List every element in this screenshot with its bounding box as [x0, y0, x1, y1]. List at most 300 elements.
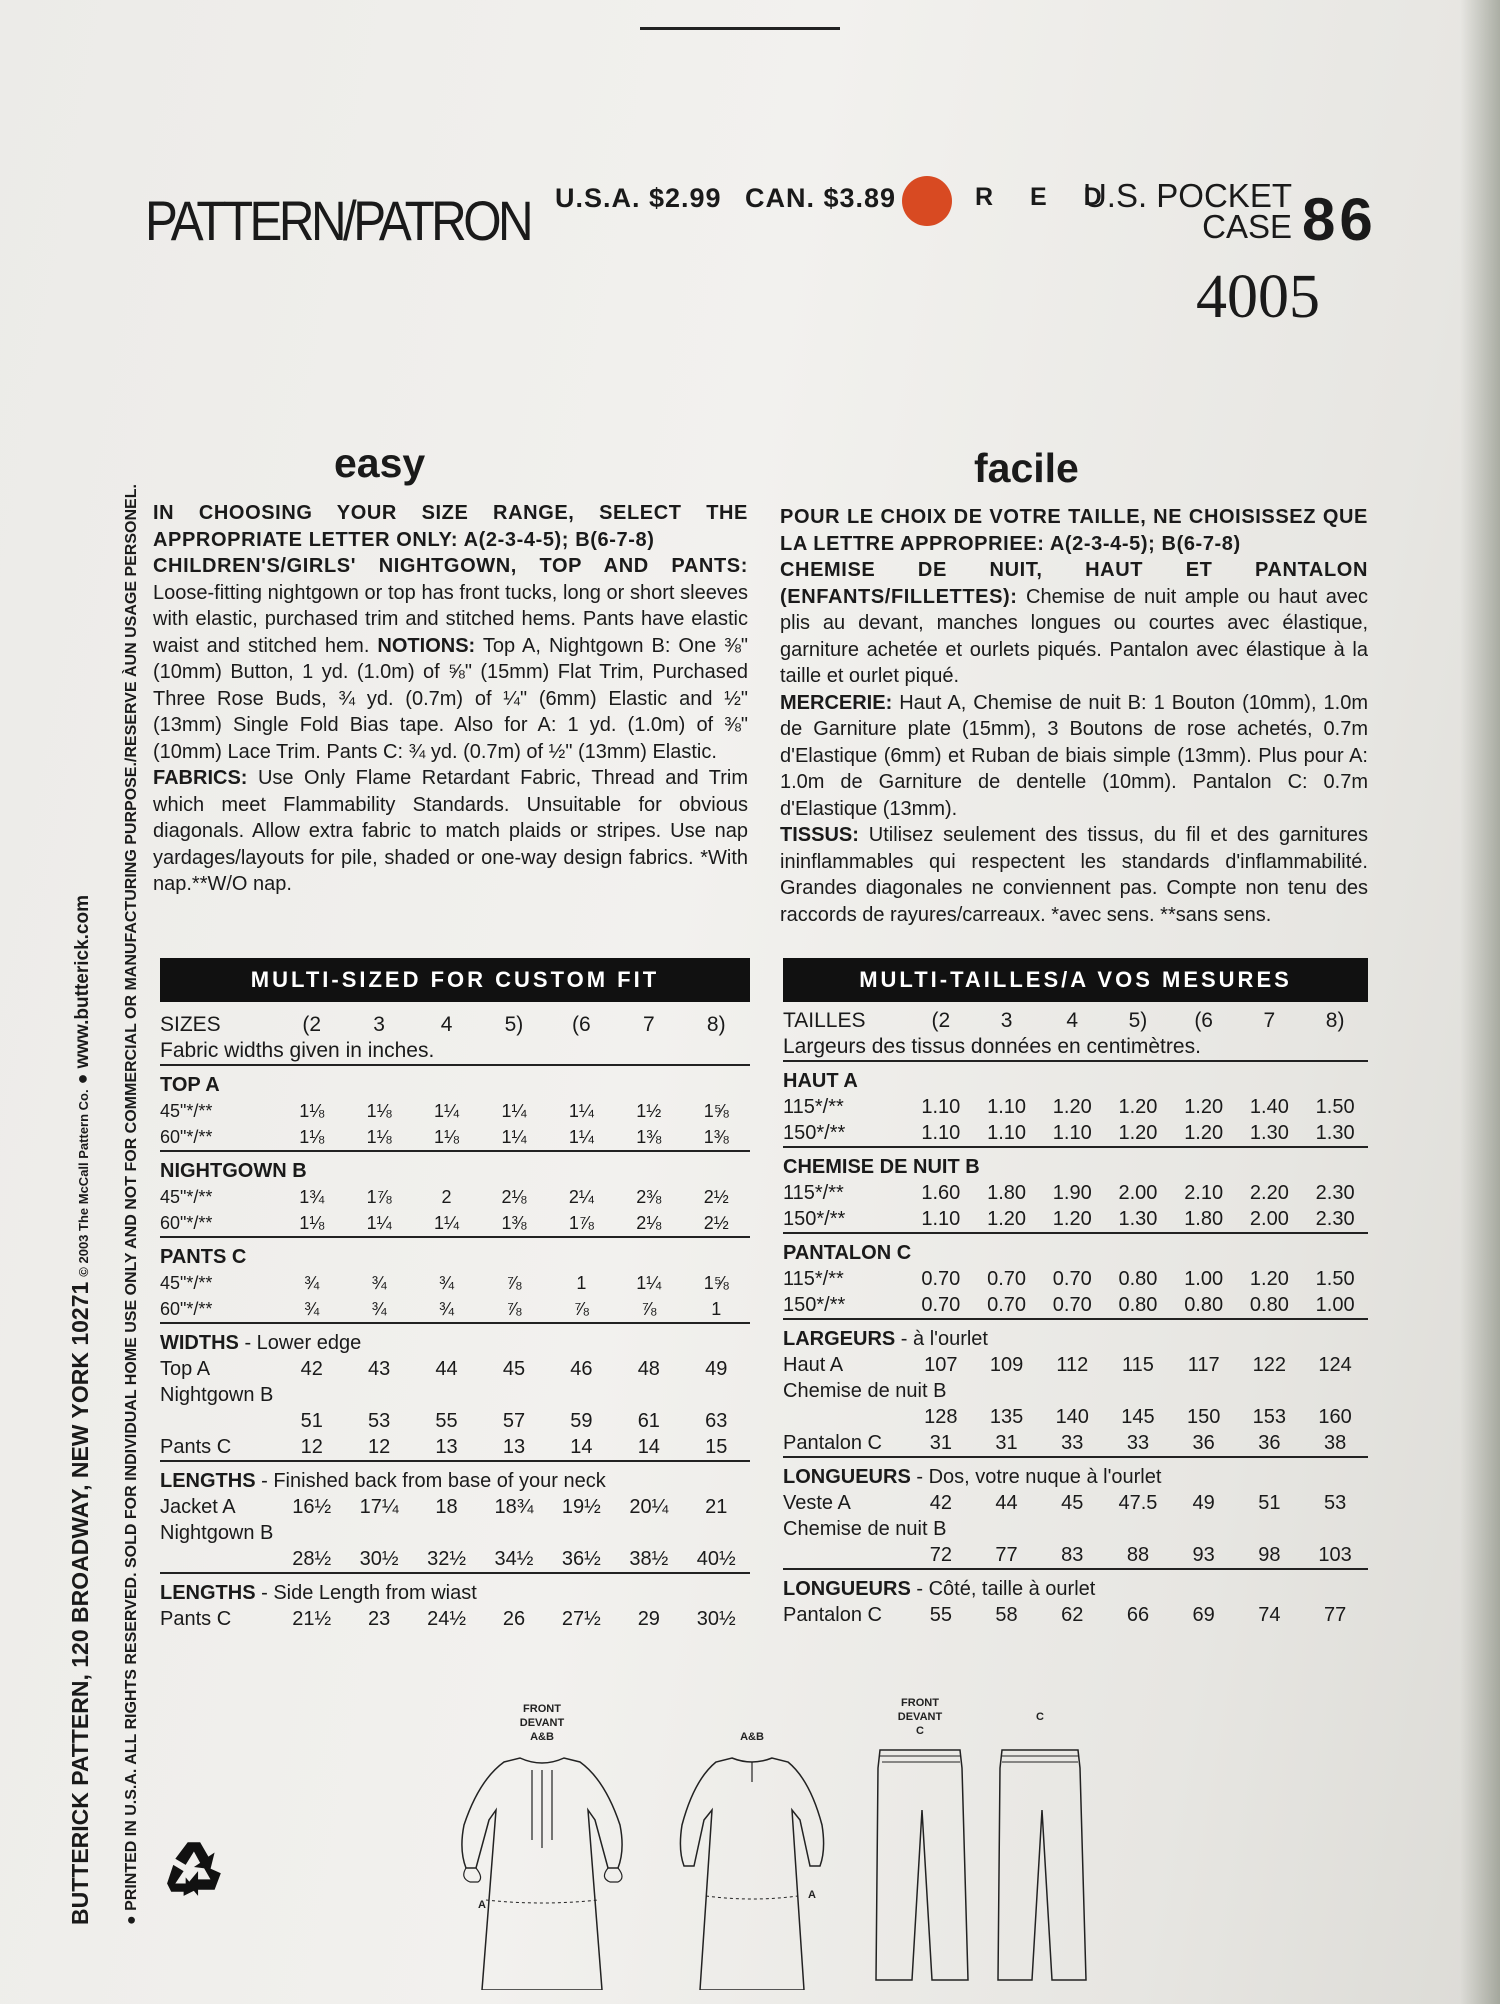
pants-front-illustration	[876, 1697, 968, 1980]
table-row	[783, 1516, 1368, 1542]
table-cell: 1.10	[1052, 1121, 1092, 1144]
table-cell: 72	[929, 1543, 952, 1566]
row-label: Pants C	[160, 1607, 232, 1630]
table-cell: 58	[995, 1603, 1018, 1626]
size-select-en: IN CHOOSING YOUR SIZE RANGE, SELECT THE APPROPRIATE LETTER ONLY: A(2-3-4-5); B(6-7-8)	[153, 502, 748, 551]
table-row	[160, 1606, 750, 1632]
table-cell: 36	[1192, 1431, 1215, 1454]
row-label: SIZES	[160, 1013, 221, 1036]
size-select-fr: POUR LE CHOIX DE VOTRE TAILLE, NE CHOISISSEZ QUE LA LETTRE APPROPRIEE: A(2-3-4-5); B(6-7-8)	[780, 506, 1368, 555]
table-cell: 1¼	[501, 1100, 527, 1121]
table-cell: 1⅞	[366, 1186, 392, 1207]
table-cell: 1.80	[1184, 1207, 1224, 1230]
table-cell: 98	[1258, 1543, 1281, 1566]
table-cell: 1⅛	[299, 1126, 325, 1147]
table-cell: 1.10	[921, 1207, 961, 1230]
heading-easy: easy	[334, 440, 426, 486]
section-subtitle: - Dos, votre nuque à l'ourlet	[910, 1465, 1162, 1488]
section-title: PANTS C	[160, 1245, 247, 1268]
row-label: Chemise de nuit B	[783, 1517, 947, 1540]
table-cell: 40½	[696, 1547, 736, 1570]
english-description	[153, 500, 748, 898]
table-cell: 0.80	[1118, 1293, 1158, 1316]
table-row	[783, 1266, 1368, 1292]
copyright: © 2003 The McCall Pattern Co.	[76, 1089, 91, 1277]
section-title: LONGUEURS	[783, 1465, 911, 1488]
row-label: 150*/**	[783, 1121, 846, 1144]
table-cell: 1.20	[1118, 1095, 1158, 1118]
table-cell: 1¼	[366, 1212, 392, 1233]
table-cell: 19½	[561, 1495, 601, 1518]
row-label: 45"*/**	[160, 1272, 213, 1293]
table-cell: 122	[1252, 1353, 1287, 1376]
section-heading	[160, 1573, 750, 1606]
section-subtitle: - Side Length from wiast	[255, 1581, 477, 1604]
publisher-address: BUTTERICK PATTERN, 120 BROADWAY, NEW YORK 10271	[67, 1281, 93, 1925]
table-cell: ¾	[371, 1272, 387, 1293]
section-heading	[783, 1569, 1368, 1602]
row-label	[783, 1404, 908, 1430]
table-cell: 14	[637, 1435, 660, 1458]
nightgown-back-illustration	[680, 1731, 823, 1990]
table-cell: 0.80	[1118, 1267, 1158, 1290]
table-cell: 45	[1061, 1491, 1084, 1514]
table-cell: 17¼	[359, 1495, 399, 1518]
front-label: FRONT	[523, 1703, 561, 1715]
table-cell: 83	[1061, 1543, 1084, 1566]
section-subtitle: - Finished back from base of your neck	[255, 1469, 606, 1492]
table-cell: 43	[368, 1357, 391, 1380]
section-title: WIDTHS	[160, 1331, 239, 1354]
desc-en: Loose-fitting nightgown or top has front tucks, long or short sleeves with elastic, purchased trim and stitched hems. Pants have elastic waist and stitched hem.	[153, 581, 748, 657]
row-label	[160, 1546, 278, 1573]
table-cell: 1⅝	[703, 1100, 729, 1121]
table-cell: ¾	[304, 1272, 320, 1293]
table-cell: 15	[705, 1435, 728, 1458]
table-cell: 0.80	[1249, 1293, 1289, 1316]
table-cell: 32½	[427, 1547, 467, 1570]
mercerie-title: MERCERIE:	[780, 691, 893, 714]
row-label: 45"*/**	[160, 1186, 213, 1207]
table-cell: 26	[502, 1607, 526, 1630]
table-cell: 13	[435, 1435, 458, 1458]
row-label: 115*/**	[783, 1181, 844, 1204]
table-row	[783, 1094, 1368, 1120]
note-row: Largeurs des tissus données en centimètres.	[783, 1034, 1368, 1061]
table-cell: 1¾	[299, 1186, 325, 1207]
table-cell: ¾	[439, 1272, 455, 1293]
row-label: Veste A	[783, 1491, 851, 1514]
table-cell: 1.20	[1118, 1121, 1158, 1144]
section-subtitle: - à l'ourlet	[895, 1327, 988, 1350]
row-label: 115*/**	[783, 1095, 844, 1118]
table-cell: 145	[1121, 1405, 1155, 1428]
table-cell: (2	[931, 1009, 951, 1032]
table-cell: 0.70	[1052, 1293, 1092, 1316]
table-cell: 33	[1126, 1431, 1150, 1454]
table-cell: 1¼	[434, 1212, 460, 1233]
heading-facile: facile	[974, 445, 1079, 491]
table-cell: 23	[368, 1607, 391, 1630]
table-cell: 49	[705, 1357, 728, 1380]
table-cell: 2¼	[568, 1186, 594, 1207]
table-cell: 1.20	[987, 1207, 1027, 1230]
table-cell: 21½	[292, 1607, 332, 1630]
section-title: CHEMISE DE NUIT B	[783, 1155, 980, 1178]
french-yardage-table	[783, 1008, 1368, 1628]
rights-notice: PRINTED IN U.S.A. ALL RIGHTS RESERVED. SOLD FOR INDIVIDUAL HOME USE ONLY AND NOT FOR COMMERCIAL OR MANUFACTURING PURPOSE./RESERVE ÀUN USAGE PERSONEL.	[123, 484, 140, 1911]
table-row	[160, 1098, 750, 1124]
table-row	[160, 1520, 750, 1546]
table-cell: 45	[502, 1357, 526, 1380]
table-cell: 0.70	[987, 1267, 1027, 1290]
table-cell: 4	[1066, 1009, 1079, 1032]
table-cell: 42	[300, 1357, 323, 1380]
table-cell: 2	[441, 1186, 452, 1207]
table-cell: 1⅜	[703, 1126, 729, 1147]
nightgown-front-illustration	[462, 1703, 622, 1990]
table-cell: 46	[570, 1357, 593, 1380]
row-label: 150*/**	[783, 1207, 846, 1230]
table-row	[160, 1210, 750, 1237]
table-cell: 1¼	[568, 1100, 594, 1121]
section-subtitle: - Lower edge	[238, 1331, 362, 1354]
table-cell: 2⅜	[636, 1186, 662, 1207]
table-cell: (2	[302, 1013, 322, 1036]
section-heading	[160, 1065, 750, 1098]
row-label: 60"*/**	[160, 1298, 213, 1319]
table-cell: ⅞	[506, 1272, 522, 1293]
table-cell: 2½	[703, 1212, 729, 1233]
table-cell: 1	[711, 1298, 722, 1319]
table-cell: 1¼	[434, 1100, 460, 1121]
table-cell: 7	[1263, 1009, 1276, 1032]
table-cell: 38½	[629, 1547, 669, 1570]
table-cell: 153	[1252, 1405, 1287, 1428]
table-cell: 2.30	[1315, 1181, 1355, 1204]
section-title: PANTALON C	[783, 1241, 912, 1264]
table-cell: 8)	[1325, 1009, 1345, 1032]
table-cell: 135	[989, 1405, 1024, 1428]
table-cell: 24½	[427, 1607, 467, 1630]
table-cell: 28½	[292, 1547, 332, 1570]
price-usa: U.S.A. $2.99	[555, 183, 722, 213]
section-heading	[160, 1237, 750, 1270]
table-cell: 160	[1318, 1405, 1352, 1428]
table-cell: 1.10	[987, 1121, 1027, 1144]
table-cell: 31	[995, 1431, 1018, 1454]
table-cell: 1.80	[987, 1181, 1027, 1204]
note-row: Fabric widths given in inches.	[160, 1038, 750, 1065]
notions-title: NOTIONS:	[377, 634, 476, 657]
row-label: Chemise de nuit B	[783, 1379, 947, 1402]
desc-title-fr: CHEMISE DE NUIT, HAUT ET PANTALON (ENFANTS/FILLETTES):	[780, 559, 1368, 608]
table-cell: 77	[1323, 1603, 1347, 1626]
table-cell: 77	[995, 1543, 1018, 1566]
table-cell: 2½	[703, 1186, 729, 1207]
table-cell: 1	[576, 1272, 587, 1293]
tissus-title: TISSUS:	[780, 824, 859, 846]
section-subtitle: - Côté, taille à ourlet	[910, 1577, 1096, 1600]
table-cell: 18¾	[494, 1495, 534, 1518]
table-cell: 150	[1186, 1405, 1221, 1428]
section-title: LARGEURS	[783, 1327, 896, 1350]
section-title: NIGHTGOWN B	[160, 1159, 307, 1182]
table-cell: 117	[1187, 1353, 1220, 1376]
row-label: Pants C	[160, 1435, 232, 1458]
section-heading	[783, 1457, 1368, 1490]
table-cell: 8)	[706, 1013, 726, 1036]
table-row	[783, 1378, 1368, 1404]
table-cell: 34½	[494, 1547, 534, 1570]
table-cell: 1⅜	[636, 1126, 662, 1147]
table-cell: 1⅛	[299, 1212, 325, 1233]
table-cell: 57	[502, 1409, 526, 1432]
table-cell: 1⅛	[366, 1126, 392, 1147]
table-cell: ⅞	[641, 1298, 657, 1319]
tissus-text: Utilisez seulement des tissus, du fil et des garnitures ininflammables qui respectent les standards d'inflammabilité. Grandes diagonales ne conviennent pas. Compte non tenu des raccords de rayures/carreaux. *avec sens. **sans sens.	[780, 824, 1368, 926]
pocket-case-label	[1077, 177, 1292, 245]
table-cell: 55	[929, 1603, 952, 1626]
row-label: Nightgown B	[160, 1383, 274, 1406]
table-cell: 51	[300, 1409, 323, 1432]
table-cell: 51	[1258, 1491, 1281, 1514]
table-cell: 62	[1061, 1603, 1084, 1626]
front-label-c: FRONT	[901, 1697, 939, 1709]
table-cell: 128	[924, 1405, 958, 1428]
table-cell: 1⅛	[434, 1126, 460, 1147]
table-cell: 1⅛	[299, 1100, 325, 1121]
section-heading	[783, 1233, 1368, 1266]
table-cell: 12	[368, 1435, 391, 1458]
table-cell: 53	[1323, 1491, 1347, 1514]
row-label: 115*/**	[783, 1267, 844, 1290]
table-cell: 2.00	[1118, 1181, 1158, 1204]
row-label: Pantalon C	[783, 1603, 882, 1626]
table-cell: 1⅝	[703, 1272, 729, 1293]
table-cell: 30½	[696, 1607, 736, 1630]
section-heading	[783, 1147, 1368, 1180]
table-cell: 44	[435, 1357, 458, 1380]
c-label-front: C	[916, 1725, 924, 1737]
row-label: Top A	[160, 1357, 211, 1380]
case-number: 86	[1302, 186, 1377, 253]
table-cell: 69	[1192, 1603, 1215, 1626]
table-cell: 93	[1192, 1543, 1215, 1566]
table-cell: 1¼	[636, 1272, 662, 1293]
table-cell: 33	[1061, 1431, 1084, 1454]
table-row	[160, 1494, 750, 1520]
bar-multi-sized: MULTI-SIZED FOR CUSTOM FIT	[160, 958, 750, 1002]
table-cell: 1.10	[921, 1095, 961, 1118]
table-cell: 0.70	[921, 1293, 961, 1316]
table-cell: 61	[637, 1409, 660, 1432]
row-label: Haut A	[783, 1353, 844, 1376]
table-cell: 124	[1318, 1353, 1352, 1376]
table-cell: 48	[637, 1357, 660, 1380]
table-cell: 1.00	[1315, 1293, 1355, 1316]
table-row	[783, 1490, 1368, 1516]
table-cell: 55	[435, 1409, 458, 1432]
table-cell: 27½	[561, 1607, 601, 1630]
bar-multi-tailles: MULTI-TAILLES/A VOS MESURES	[783, 958, 1368, 1002]
table-cell: 109	[989, 1353, 1024, 1376]
table-cell: 12	[300, 1435, 323, 1458]
table-cell: 112	[1056, 1353, 1089, 1376]
section-title: HAUT A	[783, 1069, 858, 1092]
table-cell: 3	[1000, 1009, 1013, 1032]
table-cell: 1.30	[1249, 1121, 1289, 1144]
color-label: R E D	[975, 183, 1117, 211]
table-cell: 2.10	[1184, 1181, 1224, 1204]
table-cell: 1.00	[1184, 1267, 1224, 1290]
table-cell: 2⅛	[501, 1186, 527, 1207]
table-cell: 140	[1055, 1405, 1089, 1428]
devant-label: DEVANT	[519, 1717, 565, 1729]
table-cell: (6	[1194, 1009, 1213, 1032]
table-cell: 1.20	[1184, 1095, 1224, 1118]
table-cell: 59	[570, 1409, 593, 1432]
table-cell: 18	[435, 1495, 458, 1518]
table-row	[783, 1602, 1368, 1628]
english-yardage-table	[160, 1012, 750, 1632]
recycle-icon	[165, 1836, 227, 1898]
table-cell: 1.50	[1315, 1267, 1355, 1290]
table-cell: 13	[502, 1435, 526, 1458]
section-heading	[160, 1461, 750, 1494]
ab-label-front: A&B	[530, 1731, 554, 1743]
table-cell: 1⅜	[501, 1212, 527, 1233]
table-row	[160, 1124, 750, 1151]
table-cell: 1⅛	[366, 1100, 392, 1121]
table-cell: 103	[1318, 1543, 1352, 1566]
table-cell: 66	[1126, 1603, 1150, 1626]
pattern-number: 4005	[1196, 263, 1320, 331]
table-cell: 1½	[636, 1100, 662, 1121]
fabrics-text: Use Only Flame Retardant Fabric, Thread and Trim which meet Flammability Standards. Unsuitable for obvious diagonals. Allow extra fabric to match plaids or stripes. Use nap yardages/layouts for pile, shaded or one-way design fabrics. *With nap.**W/O nap.	[153, 767, 748, 895]
table-cell: 1.10	[987, 1095, 1027, 1118]
section-title: LENGTHS	[160, 1581, 256, 1604]
section-heading	[783, 1319, 1368, 1352]
row-label: Jacket A	[160, 1495, 236, 1518]
table-cell: 4	[440, 1013, 453, 1036]
row-label	[783, 1542, 908, 1569]
brand-logo: PATTERN/PATRON	[145, 189, 531, 252]
table-cell: ¾	[304, 1298, 320, 1319]
table-cell: 1.20	[1052, 1095, 1092, 1118]
ab-label-back: A&B	[740, 1731, 764, 1743]
c-label-back: C	[1036, 1711, 1044, 1723]
desc-title-en: CHILDREN'S/GIRLS' NIGHTGOWN, TOP AND PANTS:	[153, 555, 748, 577]
table-row	[783, 1352, 1368, 1378]
table-cell: 47.5	[1118, 1491, 1158, 1514]
table-cell: 115	[1122, 1353, 1154, 1376]
table-cell: 30½	[359, 1547, 399, 1570]
table-cell: 5)	[504, 1013, 524, 1036]
table-cell: 1⅞	[568, 1212, 594, 1233]
website: www.butterick.com	[72, 895, 93, 1069]
table-cell: 21	[705, 1495, 728, 1518]
top-rule	[640, 27, 840, 30]
notions-text: Top A, Nightgown B: One ⅜" (10mm) Button, 1 yd. (1.0m) of ⅝" (15mm) Flat Trim, Purchased Three Rose Buds, ¾ yd. (0.7m) of ¼" (6mm) Elastic and ½" (13mm) Single Fold Bias tape. Also for A: 1 yd. (1.0m) of ⅜" (10mm) Lace Trim. Pants C: ¾ yd. (0.7m) of ½" (13mm) Elastic.	[153, 634, 748, 763]
table-cell: ¾	[371, 1298, 387, 1319]
table-row	[783, 1180, 1368, 1206]
table-row	[783, 1206, 1368, 1233]
table-row	[160, 1184, 750, 1210]
table-cell: 1.30	[1315, 1121, 1355, 1144]
desc-fr: Chemise de nuit ample ou haut avec plis au devant, manches longues ou courtes avec élastique, garniture achetée et ourlets piqués. Pantalon avec élastique à la taille et ourlet piqué.	[780, 585, 1368, 687]
table-cell: 7	[642, 1013, 655, 1036]
section-title: TOP A	[160, 1073, 220, 1096]
pocket-line2: CASE	[1202, 208, 1292, 245]
table-cell: 1.20	[1249, 1267, 1289, 1290]
table-cell: 38	[1323, 1431, 1347, 1454]
table-cell: 2.20	[1249, 1181, 1289, 1204]
table-cell: 36½	[561, 1547, 601, 1570]
devant-label-c: DEVANT	[897, 1711, 943, 1723]
table-cell: 74	[1258, 1603, 1281, 1626]
pocket-line1: U.S. POCKET	[1082, 177, 1292, 214]
table-cell: 1¼	[568, 1126, 594, 1147]
table-row	[160, 1356, 750, 1382]
price-can: CAN. $3.89	[745, 183, 897, 213]
table-row	[783, 1404, 1368, 1430]
table-cell: 20¼	[629, 1495, 669, 1518]
table-cell: 36	[1258, 1431, 1281, 1454]
table-cell: 2.00	[1249, 1207, 1289, 1230]
section-title: LENGTHS	[160, 1469, 256, 1492]
pants-back-illustration	[998, 1711, 1086, 1980]
row-label: Pantalon C	[783, 1431, 882, 1454]
section-heading	[160, 1151, 750, 1184]
table-row	[160, 1408, 750, 1434]
section-heading	[783, 1061, 1368, 1094]
table-cell: 0.70	[987, 1293, 1027, 1316]
table-cell: 1.10	[921, 1121, 961, 1144]
sizes-row	[160, 1012, 750, 1038]
table-cell: 1.40	[1249, 1095, 1289, 1118]
section-title: LONGUEURS	[783, 1577, 911, 1600]
table-cell: 3	[373, 1013, 385, 1036]
a-label-2: A	[808, 1889, 816, 1901]
row-label	[160, 1408, 278, 1434]
table-cell: 16½	[292, 1495, 332, 1518]
table-cell: 1.60	[921, 1181, 961, 1204]
table-row	[783, 1430, 1368, 1457]
row-label: 60"*/**	[160, 1126, 213, 1147]
table-cell: 0.70	[1052, 1267, 1092, 1290]
table-cell: 1.90	[1052, 1181, 1092, 1204]
table-cell: 42	[929, 1491, 952, 1514]
table-cell: ⅞	[506, 1298, 522, 1319]
vertical-imprint: BUTTERICK PATTERN, 120 BROADWAY, NEW YORK 10271 © 2003 The McCall Pattern Co. ● www.butterick.com ● PRINTED IN U.S.A. ALL RIGHTS RESERVED. SOLD FOR INDIVIDUAL HOME USE ONLY AND NOT FOR COMMERCIAL OR MANUFACTURING PURPOSE./RESERVE ÀUN USAGE PERSONEL.	[67, 484, 140, 1925]
table-cell: ¾	[439, 1298, 455, 1319]
table-row	[160, 1296, 750, 1323]
table-cell: 107	[924, 1353, 958, 1376]
table-cell: 63	[705, 1409, 728, 1432]
sizes-row	[783, 1008, 1368, 1034]
table-row	[783, 1292, 1368, 1319]
row-label: 60"*/**	[160, 1212, 213, 1233]
section-heading	[160, 1323, 750, 1356]
table-cell: 14	[570, 1435, 593, 1458]
table-cell: ⅞	[573, 1298, 589, 1319]
table-cell: 2.30	[1315, 1207, 1355, 1230]
row-label: TAILLES	[783, 1009, 866, 1032]
table-cell: 1.30	[1118, 1207, 1158, 1230]
table-row	[783, 1120, 1368, 1147]
table-cell: 31	[929, 1431, 952, 1454]
